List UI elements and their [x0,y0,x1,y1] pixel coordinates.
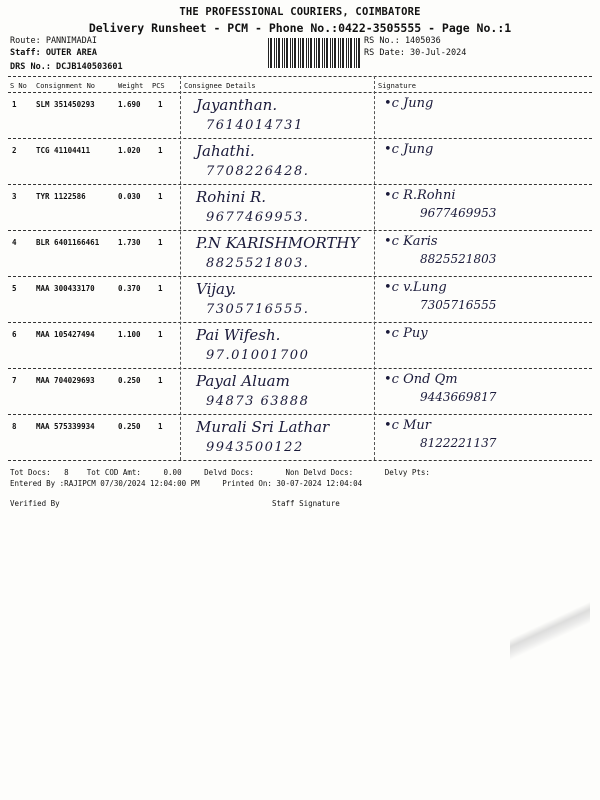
col-header-sno: S No [10,82,27,90]
consignee-signature: •c Jung [384,96,434,111]
table-top-rule [8,76,592,77]
runsheet-subtitle: Delivery Runsheet - PCM - Phone No.:0422-3505555 - Page No.:1 [88,21,512,35]
consignee-signature: •c Jung [384,142,434,157]
consignee-name: Payal Aluam [196,372,290,390]
row-consignment-no: MAA 704029693 [36,376,95,385]
row-sno: 8 [12,422,17,431]
column-divider [180,76,181,460]
row-divider [8,414,592,415]
row-weight: 0.250 [118,422,141,431]
consignee-name: Jahathi. [196,142,255,160]
row-pcs: 1 [158,146,163,155]
row-weight: 1.020 [118,146,141,155]
row-pcs: 1 [158,284,163,293]
row-weight: 0.370 [118,284,141,293]
col-header-weight: Weight [118,82,144,90]
row-pcs: 1 [158,192,163,201]
consignee-signature: •c Ond Qm [384,372,458,387]
signature-phone: 8122221137 [420,436,497,450]
signature-phone: 8825521803 [420,252,497,266]
row-sno: 4 [12,238,17,247]
consignee-name: P.N KARISHMORTHY [196,234,360,252]
consignee-signature: •c Puy [384,326,428,341]
company-title: THE PROFESSIONAL COURIERS, COIMBATORE [179,6,421,18]
signature-phone: 9677469953 [420,206,497,220]
row-pcs: 1 [158,330,163,339]
row-divider [8,276,592,277]
summary-line: Tot Docs: 8 Tot COD Amt: 0.00 Delvd Docs: Non Delvd Docs: Delvy Pts: [10,468,430,477]
row-sno: 7 [12,376,17,385]
row-sno: 2 [12,146,17,155]
barcode [268,38,360,68]
consignee-phone: 7614014731 [206,118,304,133]
consignee-signature: •c Mur [384,418,431,433]
row-divider [8,368,592,369]
consignee-phone: 97.01001700 [206,348,310,363]
route-label: Route: PANNIMADAI [10,36,97,46]
row-sno: 1 [12,100,17,109]
consignee-name: Vijay. [196,280,237,298]
column-divider [374,76,375,460]
row-consignment-no: TYR 1122586 [36,192,86,201]
consignee-name: Murali Sri Lathar [196,418,330,436]
staff-signature-label: Staff Signature [272,499,340,508]
consignee-phone: 94873 63888 [206,394,310,409]
row-consignment-no: BLR 6401166461 [36,238,100,247]
consignee-phone: 7708226428. [206,164,310,179]
col-header-consignee: Consignee Details [184,82,256,90]
row-weight: 1.690 [118,100,141,109]
staff-label: Staff: OUTER AREA [10,48,97,58]
table-header-rule [8,92,592,93]
col-header-pcs: PCS [152,82,165,90]
row-consignment-no: TCG 41104411 [36,146,91,155]
row-pcs: 1 [158,238,163,247]
row-pcs: 1 [158,376,163,385]
scan-smudge [510,600,590,660]
table-bottom-rule [8,460,592,461]
consignee-name: Pai Wifesh. [196,326,281,344]
rs-date: RS Date: 30-Jul-2024 [364,48,467,58]
col-header-signature: Signature [378,82,416,90]
consignee-signature: •c v.Lung [384,280,447,295]
consignee-signature: •c Karis [384,234,438,249]
consignee-name: Jayanthan. [196,96,278,114]
row-pcs: 1 [158,100,163,109]
row-sno: 5 [12,284,17,293]
row-consignment-no: MAA 575339934 [36,422,95,431]
row-pcs: 1 [158,422,163,431]
consignee-signature: •c R.Rohni [384,188,456,203]
row-weight: 1.100 [118,330,141,339]
consignee-phone: 7305716555. [206,302,310,317]
consignee-phone: 8825521803. [206,256,310,271]
signature-phone: 9443669817 [420,390,497,404]
row-weight: 0.030 [118,192,141,201]
signature-phone: 7305716555 [420,298,497,312]
col-header-consignment: Consignment No [36,82,96,90]
row-sno: 6 [12,330,17,339]
row-sno: 3 [12,192,17,201]
row-divider [8,322,592,323]
row-consignment-no: MAA 300433170 [36,284,95,293]
row-consignment-no: MAA 105427494 [36,330,95,339]
verified-by-label: Verified By [10,499,60,508]
drs-number: DRS No.: DCJB140503601 [10,62,123,72]
rs-number: RS No.: 1405036 [364,36,441,46]
row-weight: 0.250 [118,376,141,385]
consignee-phone: 9943500122 [206,440,304,455]
row-consignment-no: SLM 351450293 [36,100,95,109]
row-divider [8,138,592,139]
row-weight: 1.730 [118,238,141,247]
row-divider [8,184,592,185]
row-divider [8,230,592,231]
consignee-name: Rohini R. [196,188,267,206]
consignee-phone: 9677469953. [206,210,310,225]
entered-by-line: Entered By :RAJIPCM 07/30/2024 12:04:00 PM Printed On: 30-07-2024 12:04:04 [10,479,363,488]
